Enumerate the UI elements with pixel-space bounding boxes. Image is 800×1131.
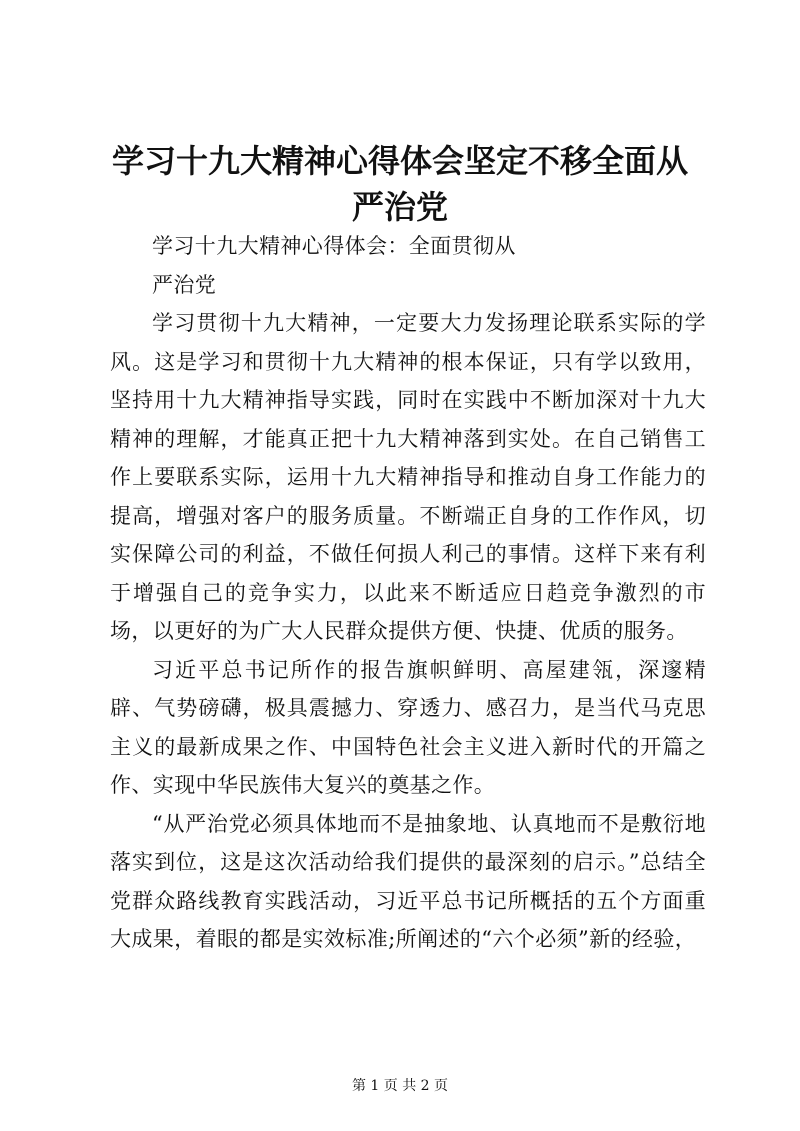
subtitle-line-1: 学习十九大精神心得体会：全面贯彻从 bbox=[152, 234, 516, 258]
document-body bbox=[110, 227, 706, 959]
body-paragraph-3: “从严治党必须具体地而不是抽象地、认真地而不是敷衍地落实到位，这是这次活动给我们提供的最深刻的启示。”总结全党群众路线教育实践活动，习近平总书记所概括的五个方面重大成果，着眼的都是实效标准;所阐述的“六个必须”新的经验， bbox=[110, 811, 706, 951]
document-title: 学习十九大精神心得体会坚定不移全面从严治党 bbox=[111, 142, 688, 226]
subtitle-line-2: 严治党 bbox=[152, 272, 217, 297]
body-paragraph-2: 习近平总书记所作的报告旗帜鲜明、高屋建瓴，深邃精辟、气势磅礴，极具震撼力、穿透力、感召力，是当代马克思主义的最新成果之作、中国特色社会主义进入新时代的开篇之作、实现中华民族伟大复兴的奠基之作。 bbox=[110, 657, 706, 797]
page-footer: 第 1 页 共 2 页 bbox=[351, 1078, 449, 1094]
body-paragraph-1: 学习贯彻十九大精神，一定要大力发扬理论联系实际的学风。这是学习和贯彻十九大精神的根本保证，只有学以致用，坚持用十九大精神指导实践，同时在实践中不断加深对十九大精神的理解，才能真正把十九大精神落到实处。在自己销售工作上要联系实际，运用十九大精神指导和推动自身工作能力的提高，增强对客户的服务质量。不断端正自身的工作作风，切实保障公司的利益，不做任何损人利己的事情。这样下来有利于增强自己的竞争实力，以此来不断适应日趋竞争激烈的市场，以更好的为广大人民群众提供方便、快捷、优质的服务。 bbox=[110, 311, 706, 643]
